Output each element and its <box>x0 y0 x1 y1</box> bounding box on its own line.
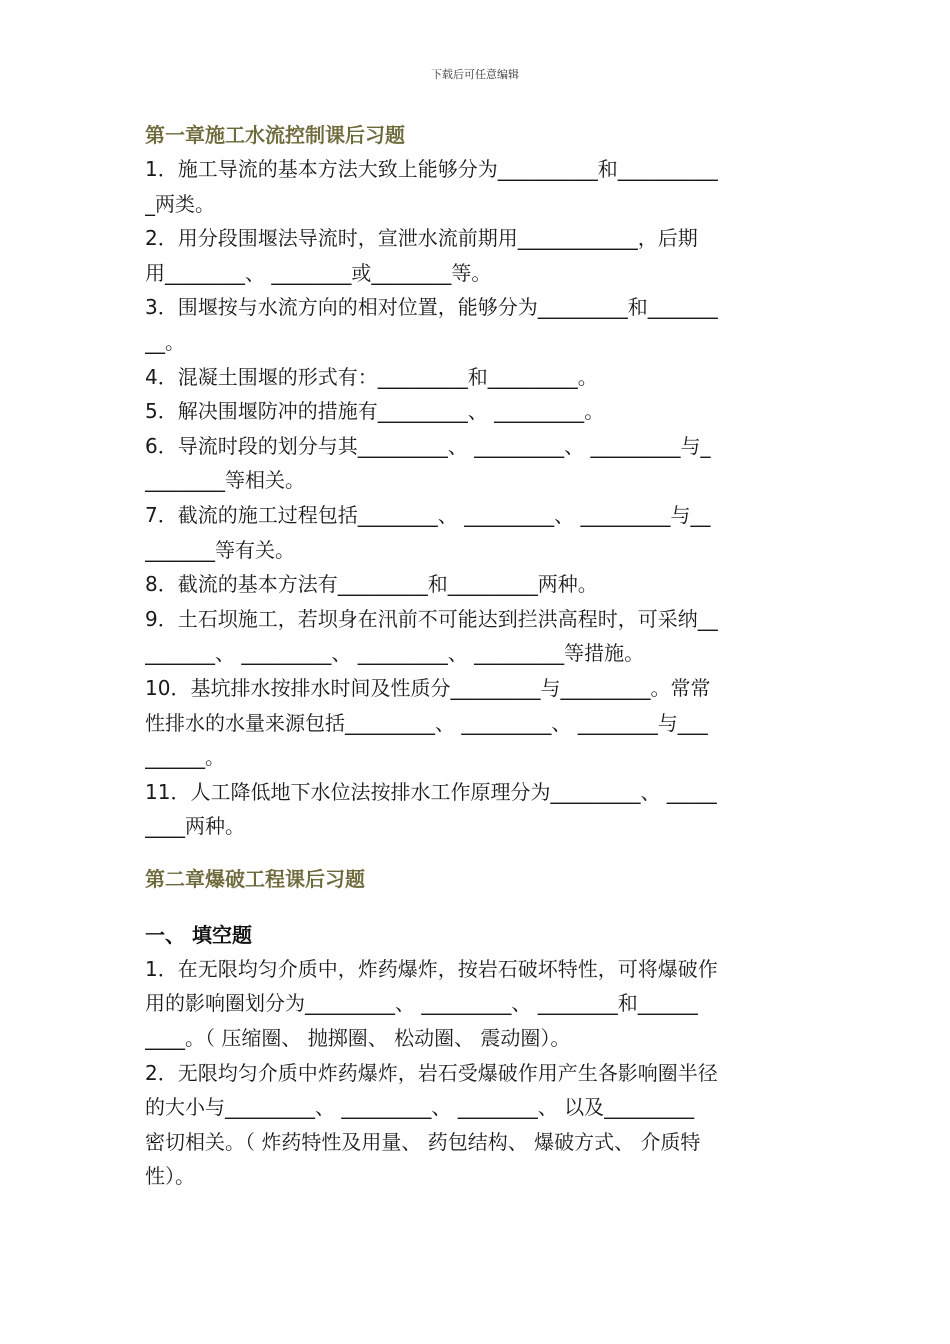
text-line: 性）。 <box>145 1164 195 1189</box>
chapter-2-title: 第二章爆破工程课后习题 <box>145 866 365 891</box>
text-line: ________等相关。 <box>145 468 305 493</box>
text-line: ______。 <box>145 745 225 770</box>
text-line: 性排水的水量来源包括_________、 _________、 ________与___ <box>145 710 708 735</box>
chapter-1-title: 第一章施工水流控制课后习题 <box>145 123 405 147</box>
chapter-1-exercises <box>145 152 807 844</box>
text-line: 的大小与_________、 _________、 ________、 以及_________ <box>145 1095 695 1120</box>
text-line: 7．截流的施工过程包括________、 _________、 _________与__ <box>145 502 711 527</box>
text-line: ____。（ 压缩圈、 抛掷圈、 松动圈、 震动圈）。 <box>145 1026 571 1051</box>
text-line: 10．基坑排水按排水时间及性质分_________与_________。常常 <box>145 675 711 700</box>
text-line: 8．截流的基本方法有_________和_________两种。 <box>145 572 598 597</box>
text-line: 2．用分段围堰法导流时，宣泄水流前期用____________，后期 <box>145 226 698 251</box>
chapter-2-exercises <box>145 952 807 1194</box>
text-line: 4．混凝土围堰的形式有：_________和_________。 <box>145 364 598 389</box>
text-line: ____两种。 <box>145 814 245 839</box>
text-line: _______等有关。 <box>145 537 295 562</box>
text-line: _______、 _________、 _________、 _________等措施。 <box>145 641 645 666</box>
text-line: 1．在无限均匀介质中，炸药爆炸，按岩石破坏特性，可将爆破作 <box>145 956 718 981</box>
text-line: _两类。 <box>145 191 215 216</box>
text-line: 用________、 ________或________等。 <box>145 260 492 285</box>
text-line: 6．导流时段的划分与其_________、 _________、 _________与_ <box>145 433 711 458</box>
text-line: 3．围堰按与水流方向的相对位置，能够分为_________和_______ <box>145 295 718 320</box>
text-line: 11．人工降低地下水位法按排水工作原理分为_________、 _____ <box>145 779 717 804</box>
text-line: __。 <box>145 329 185 354</box>
text-line: 密切相关。（ 炸药特性及用量、 药包结构、 爆破方式、 介质特 <box>145 1129 701 1154</box>
text-line: 1．施工导流的基本方法大致上能够分为__________和__________ <box>145 157 718 181</box>
page-header: 下载后可任意编辑 <box>431 68 519 81</box>
text-line: 用的影响圈划分为_________、 _________、 ________和______ <box>145 991 698 1016</box>
document-body <box>145 118 807 1194</box>
text-line: 9．土石坝施工，若坝身在汛前不可能达到拦洪高程时，可采纳__ <box>145 606 718 631</box>
section-title: 一、 填空题 <box>145 922 252 947</box>
text-line: 5．解决围堰防冲的措施有_________、 _________。 <box>145 399 605 424</box>
text-line: 2．无限均匀介质中炸药爆炸，岩石受爆破作用产生各影响圈半径 <box>145 1060 718 1085</box>
